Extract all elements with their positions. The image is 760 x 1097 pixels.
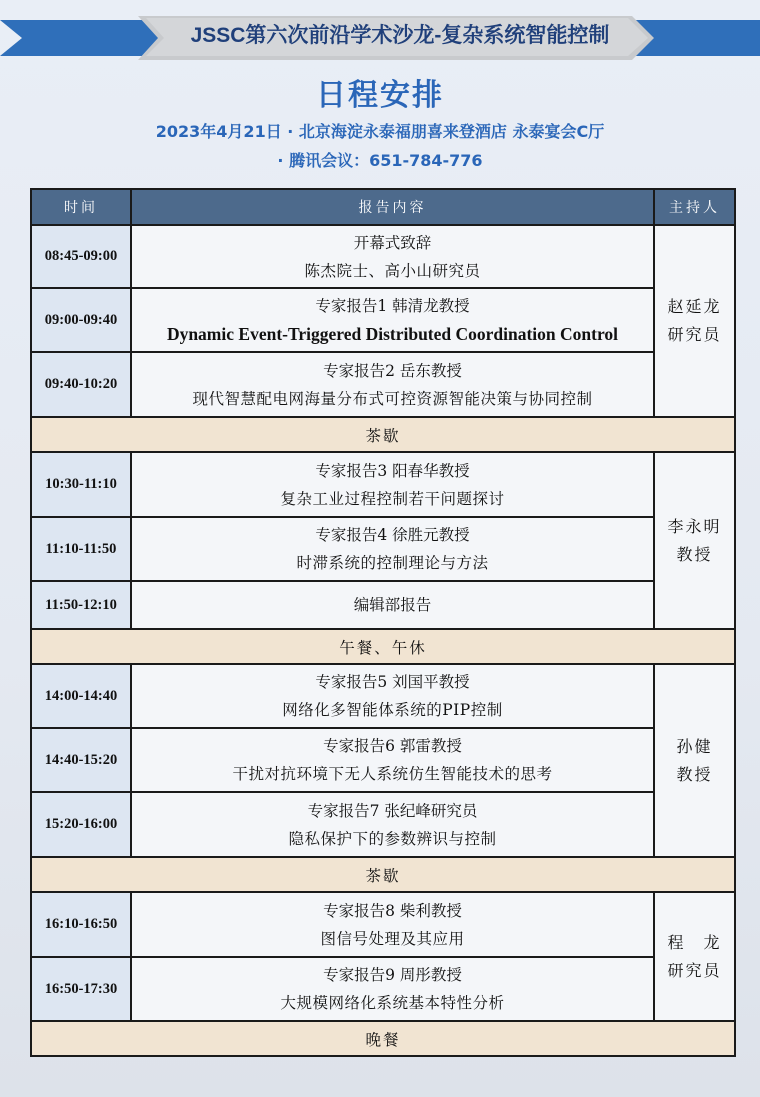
- time-cell: 10:30-11:10: [31, 452, 131, 517]
- content-cell: [131, 352, 654, 417]
- tencent-meeting-id: · 腾讯会议：651-784-776: [277, 151, 483, 170]
- host-cell: [654, 452, 735, 629]
- table-row: [31, 957, 735, 1021]
- time-cell: 15:20-16:00: [31, 792, 131, 857]
- host-cell: [654, 892, 735, 1021]
- content-cell: [131, 288, 654, 352]
- break-cell: 茶歇: [31, 417, 735, 452]
- table-row: [31, 664, 735, 728]
- talk-title: 专家报告6 郭雷教授: [323, 737, 462, 755]
- break-row: [31, 857, 735, 892]
- content-cell: [131, 225, 654, 288]
- talk-title: 专家报告4 徐胜元教授: [315, 526, 470, 544]
- host-cell: [654, 225, 735, 417]
- content-cell: [131, 517, 654, 581]
- host-cell: [654, 664, 735, 857]
- talk-title: 专家报告7 张纪峰研究员: [307, 801, 478, 820]
- break-row: [31, 417, 735, 452]
- talk-title: 专家报告3 阳春华教授: [315, 461, 470, 480]
- content-cell: [131, 957, 654, 1021]
- talk-subtitle: 现代智慧配电网海量分布式可控资源智能决策与协同控制: [192, 389, 593, 408]
- host-title: 研究员: [667, 325, 722, 344]
- break-row: [31, 1021, 735, 1056]
- talk-subtitle: 时滞系统的控制理论与方法: [296, 554, 489, 572]
- time-cell: 16:10-16:50: [31, 892, 131, 957]
- talk-title: 开幕式致辞: [353, 233, 432, 252]
- break-cell: 午餐、午休: [31, 629, 735, 664]
- table-row: [31, 452, 735, 517]
- talk-title: 专家报告8 柴利教授: [323, 901, 462, 920]
- talk-subtitle: Dynamic Event-Triggered Distributed Coordination Control: [166, 324, 619, 344]
- table-row: [31, 728, 735, 792]
- talk-title: 专家报告1 韩清龙教授: [315, 297, 470, 315]
- table-row: [31, 892, 735, 957]
- talk-title: 专家报告2 岳东教授: [323, 361, 462, 380]
- content-cell: [131, 892, 654, 957]
- time-cell: 09:00-09:40: [31, 288, 131, 352]
- host-name: 程 龙: [667, 932, 722, 952]
- header-content: 报告内容: [131, 189, 654, 225]
- table-row: [31, 225, 735, 288]
- talk-title: 专家报告9 周彤教授: [323, 966, 462, 984]
- talk-subtitle: 大规模网络化系统基本特性分析: [280, 994, 505, 1012]
- header-banner: [0, 16, 760, 60]
- event-date-location: 2023年4月21日 · 北京海淀永泰福朋喜来登酒店 永泰宴会C厅: [155, 122, 605, 141]
- content-cell: [131, 664, 654, 728]
- table-row: [31, 288, 735, 352]
- banner-title: JSSC第六次前沿学术沙龙-复杂系统智能控制: [190, 24, 610, 47]
- content-cell: [131, 452, 654, 517]
- table-row: [31, 581, 735, 629]
- content-cell: [131, 728, 654, 792]
- talk-subtitle: 陈杰院士、高小山研究员: [304, 261, 481, 280]
- talk-title: 编辑部报告: [353, 596, 432, 614]
- schedule-table: [30, 188, 736, 1057]
- time-cell: 11:10-11:50: [31, 517, 131, 581]
- time-cell: 08:45-09:00: [31, 225, 131, 288]
- host-title: 教授: [676, 544, 713, 564]
- time-cell: 16:50-17:30: [31, 957, 131, 1021]
- time-cell: 14:00-14:40: [31, 664, 131, 728]
- content-cell: [131, 581, 654, 629]
- host-title: 教授: [676, 764, 713, 784]
- table-row: [31, 517, 735, 581]
- table-row: [31, 352, 735, 417]
- header-time: 时间: [31, 189, 131, 225]
- host-title: 研究员: [667, 960, 722, 980]
- time-cell: 11:50-12:10: [31, 581, 131, 629]
- break-cell: 晚餐: [31, 1021, 735, 1056]
- break-row: [31, 629, 735, 664]
- talk-subtitle: 网络化多智能体系统的PIP控制: [282, 701, 503, 719]
- talk-subtitle: 复杂工业过程控制若干问题探讨: [280, 489, 505, 508]
- host-name: 孙健: [676, 736, 713, 756]
- talk-title: 专家报告5 刘国平教授: [315, 673, 470, 691]
- time-cell: 09:40-10:20: [31, 352, 131, 417]
- talk-subtitle: 干扰对抗环境下无人系统仿生智能技术的思考: [232, 765, 553, 783]
- table-row: [31, 792, 735, 857]
- host-name: 赵延龙: [667, 297, 722, 316]
- content-cell: [131, 792, 654, 857]
- header-host: 主持人: [654, 189, 735, 225]
- time-cell: 14:40-15:20: [31, 728, 131, 792]
- host-name: 李永明: [667, 516, 722, 536]
- talk-subtitle: 图信号处理及其应用: [320, 929, 465, 948]
- table-header-row: [31, 189, 735, 225]
- page-title: 日程安排: [316, 78, 444, 113]
- break-cell: 茶歇: [31, 857, 735, 892]
- talk-subtitle: 隐私保护下的参数辨识与控制: [288, 829, 497, 848]
